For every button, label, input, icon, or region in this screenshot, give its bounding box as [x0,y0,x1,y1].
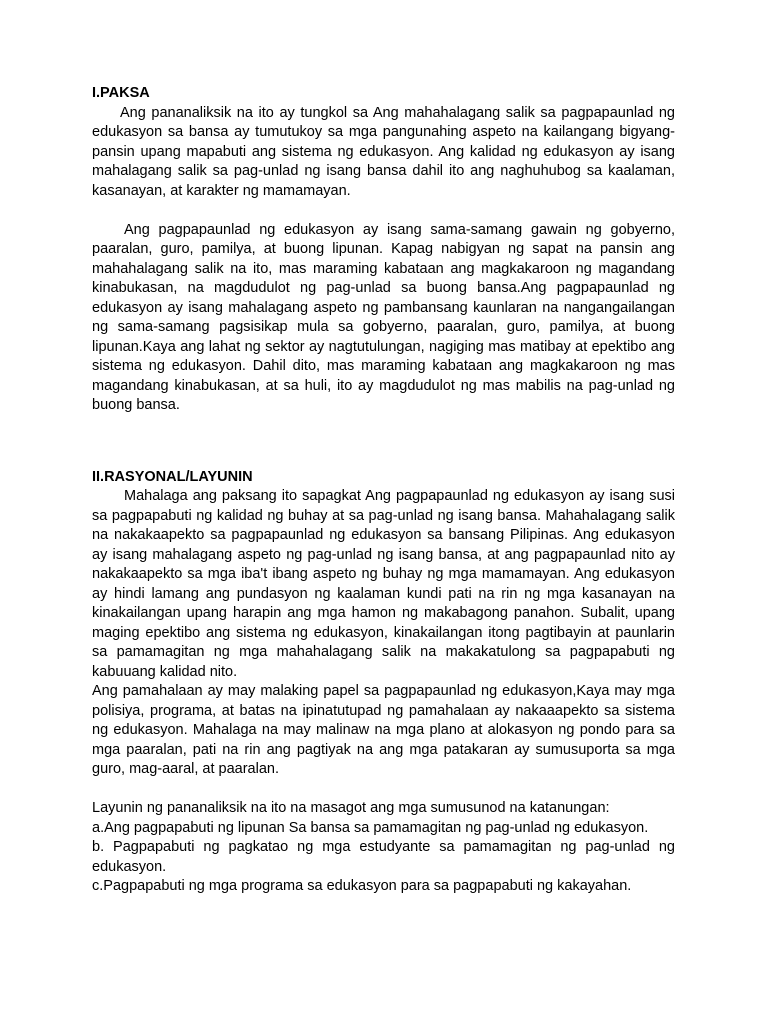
spacer [92,201,675,221]
spacer [92,416,675,468]
spacer [92,780,675,800]
objective-a: a.Ang pagpapabuti ng lipunan Sa bansa sa pamamagitan ng pag-unlad ng edukasyon. [92,819,649,836]
section-heading-rasyonal: II.RASYONAL/LAYUNIN [92,468,253,485]
objective-b: b. Pagpapabuti ng pagkatao ng mga estudyante sa pamamagitan ng pag-unlad ng edukasyon. [92,839,675,875]
paksa-paragraph-2: Ang pagpapaunlad ng edukasyon ay isang sama-samang gawain ng gobyerno, paaralan, guro, pamilya, at buong lipunan. Kapag nabigyan ng sapat na pansin ang mahahalagang salik na ito, mas maraming kabataan ang magkakaroon ng magandang kinabukasan, na magdudulot ng pag-unlad sa buong bansa.Ang pagpapaunlad ng edukasyon ay isang mahalagang aspeto ng pambansang kaunlaran na nangangailangan ng sama-samang pagsisikap mula sa gobyerno, paaralan, guro, pamilya, at buong lipunan.Kaya ang lahat ng sektor ay nagtutulungan, nagiging mas matibay at epektibo ang sistema ng edukasyon. Dahil dito, mas maraming kabataan ang magkakaroon ng mas magandang kinabukasan, at sa huli, ito ay magdudulot ng mas mabilis na pag-unlad ng buong bansa. [92,221,675,413]
section-heading-paksa: I.PAKSA [92,85,150,101]
paksa-paragraph-1: Ang pananaliksik na ito ay tungkol sa Ang mahahalagang salik sa pagpapaunlad ng edukasyon sa bansa ay tumutukoy sa mga pangunahing aspeto na kailangang bigyang-pansin upang mapabuti ang sistema ng edukasyon. Ang kalidad ng edukasyon ay isang mahalagang salik sa pag-unlad ng isang bansa dahil ito ang naghuhubog sa kaalaman, kasanayan, at karakter ng mamamayan. [92,104,675,199]
rasyonal-paragraph-2: Ang pamahalaan ay may malaking papel sa pagpapaunlad ng edukasyon,Kaya may mga polisiya, programa, at batas na ipinatutupad ng pamahalaan ay nakaaapekto sa sistema ng edukasyon. Mahalaga na may malinaw na mga plano at alokasyon ng pondo para sa mga paaralan, pati na rin ang pagtiyak na ang mga patakaran ay sumusuporta sa mga guro, mag-aaral, at paaralan. [92,683,675,777]
objectives-intro: Layunin ng pananaliksik na ito na masagot ang mga sumusunod na katanungan: [92,800,610,816]
rasyonal-paragraph-1: Mahalaga ang paksang ito sapagkat Ang pagpapaunlad ng edukasyon ay isang susi sa pagpapabuti ng kalidad ng buhay at sa pag-unlad ng isang bansa. Mahahalagang salik na nakakaapekto sa pagpapaunlad ng edukasyon sa bansang Pilipinas. Ang edukasyon ay isang mahalagang aspeto ng pag-unlad ng isang bansa, at ang pagpapaunlad nito ay nakakaapekto sa mga iba't ibang aspeto ng buhay ng mga mamamayan. Ang edukasyon ay hindi lamang ang pundasyon ng kaalaman kundi pati na rin ng mga kasanayan na kinakailangan upang harapin ang mga hamon ng makabagong panahon. Subalit, upang maging epektibo ang sistema ng edukasyon, kinakailangan itong pagtibayin at paunlarin sa pamamagitan ng mga mahahalagang salik na makakatulong sa pagpapabuti ng kabuuang kalidad nito. [92,488,675,680]
objective-c: c.Pagpapabuti ng mga programa sa edukasyon para sa pagpapabuti ng kakayahan. [92,878,632,894]
